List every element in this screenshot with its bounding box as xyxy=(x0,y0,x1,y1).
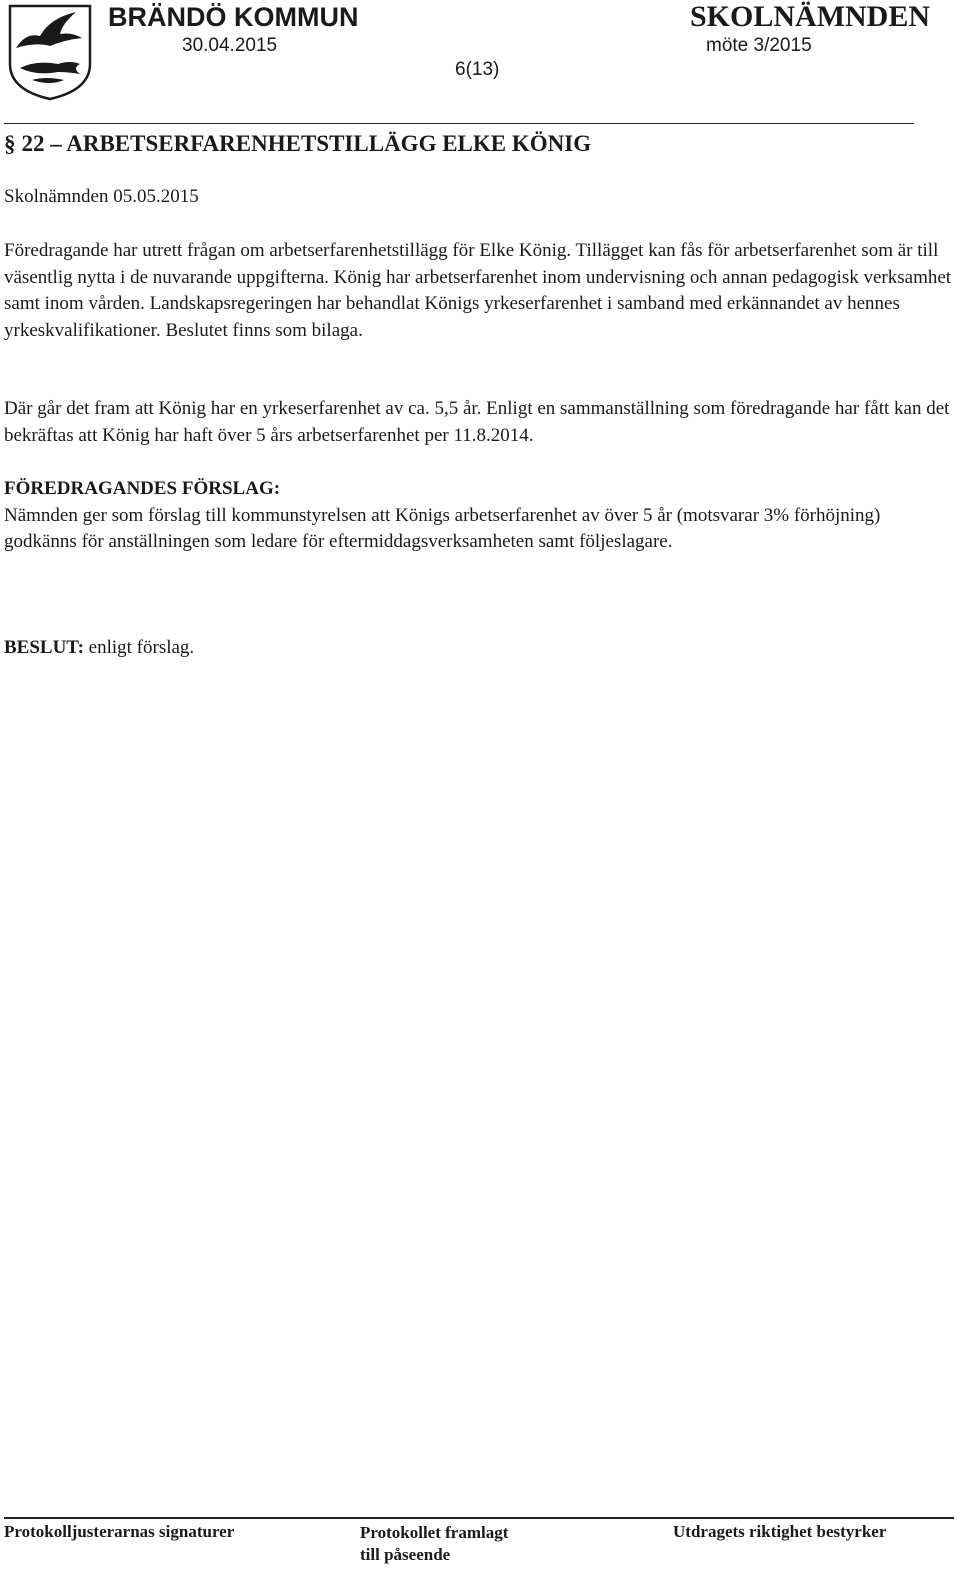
decision-label: BESLUT: xyxy=(4,637,84,658)
footer-signatures-label: Protokolljusterarnas signaturer xyxy=(4,1522,235,1541)
header-date: 30.04.2015 xyxy=(182,35,278,56)
proposal-text: Nämnden ger som förslag till kommunstyrelsen att Königs arbetserfarenhet av över 5 år (motsvarar 3% förhöjning) godkänns för anställningen som ledare för eftermiddagsverksamheten samt följeslagare. xyxy=(4,504,881,552)
footer-posted-line-1: Protokollet framlagt xyxy=(360,1523,509,1542)
meeting-date: Skolnämnden 05.05.2015 xyxy=(4,186,199,207)
section-heading xyxy=(4,131,591,157)
municipality-name: BRÄNDÖ KOMMUN xyxy=(108,2,359,32)
footer-posted-label xyxy=(360,1522,508,1566)
body-paragraph-1: Föredragande har utrett frågan om arbetserfarenhetstillägg för Elke König. Tillägget kan fås för arbetserfarenhet som är till väsentlig nytta i de nuvarande uppgifterna. König har arbetserfarenhet inom undervisning och annan pedagogisk verksamhet samt inom vården. Landskapsregeringen har behandlat Königs yrkeserfarenhet i samband med erkännandet av hennes yrkeskvalifikationer. Beslutet finns som bilaga. xyxy=(4,240,952,341)
body-paragraph-2: Där går det fram att König har en yrkeserfarenhet av ca. 5,5 år. Enligt en sammanställning som föredragande har fått kan det bekräftas att König har haft över 5 års arbetserfarenhet per 11.8.2014. xyxy=(4,398,950,446)
page-number: 6(13) xyxy=(455,59,500,80)
decision-text: enligt förslag. xyxy=(83,637,195,658)
section-symbol: § xyxy=(4,131,16,156)
municipal-crest-icon xyxy=(6,2,94,102)
meeting-number: möte 3/2015 xyxy=(706,35,812,56)
footer-certification-label: Utdragets riktighet bestyrker xyxy=(673,1522,887,1541)
footer-posted-line-2: till påseende xyxy=(360,1545,451,1564)
proposal-label: FÖREDRAGANDES FÖRSLAG: xyxy=(4,478,281,499)
decision-block xyxy=(4,635,956,662)
proposal-block xyxy=(4,476,956,556)
committee-name: SKOLNÄMNDEN xyxy=(690,0,931,33)
section-title: 22 – ARBETSERFARENHETSTILLÄGG ELKE KÖNIG xyxy=(21,131,592,156)
header-divider xyxy=(4,123,914,124)
footer-divider xyxy=(4,1517,954,1519)
